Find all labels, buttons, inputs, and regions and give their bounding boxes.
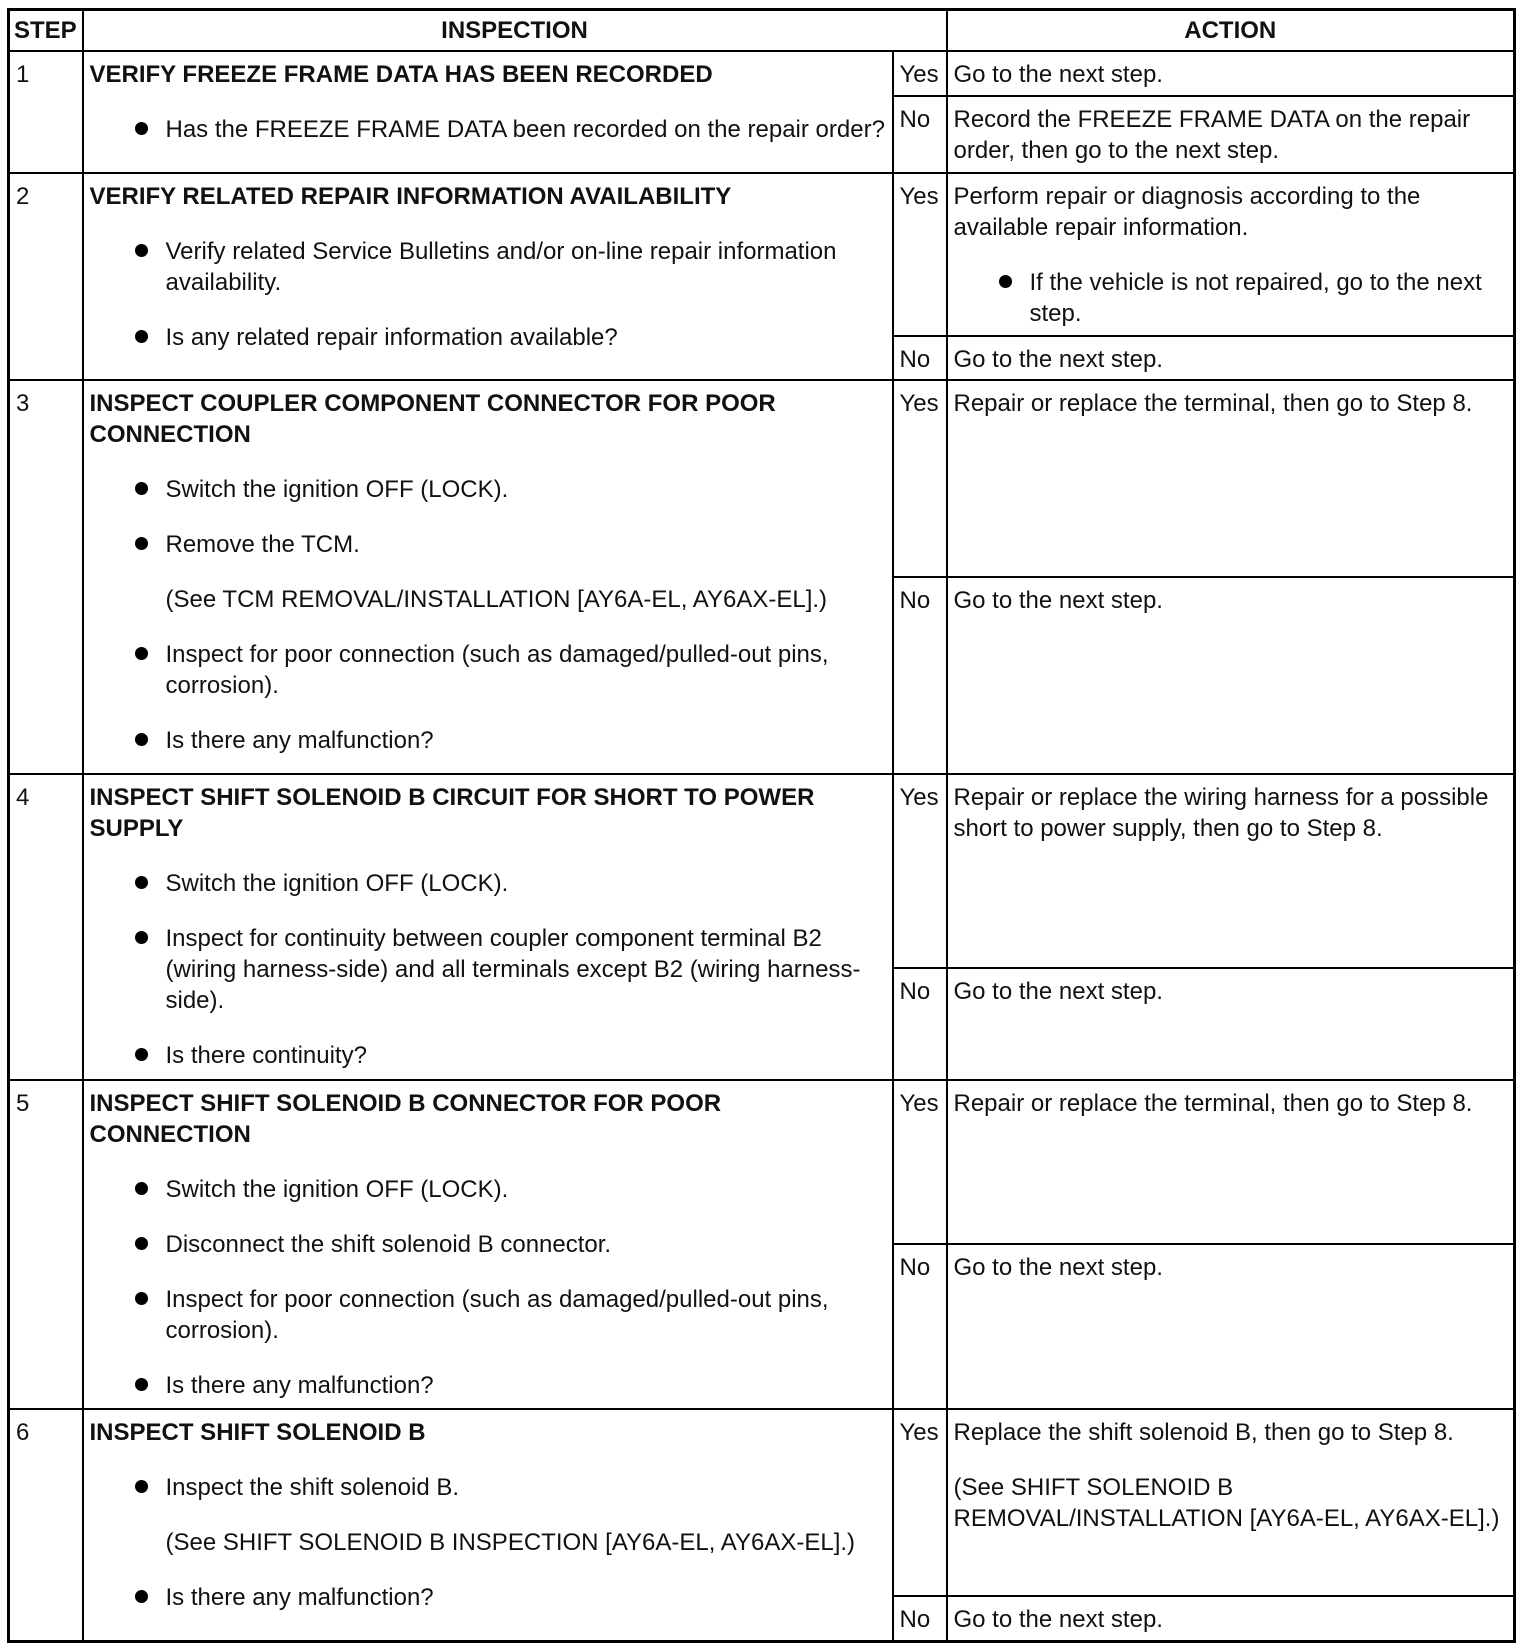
inspection-reference-note: (See TCM REMOVAL/INSTALLATION [AY6A-EL, AY6AX-EL].) [165,586,828,614]
bullet-icon [135,1182,148,1195]
no-action: Record the FREEZE FRAME DATA on the repair order, then go to the next step. [947,96,1515,173]
no-action: Go to the next step. [947,968,1515,1080]
no-action: Go to the next step. [947,577,1515,774]
inspection-bullet: Is there continuity? [90,1040,886,1071]
yes-action: Perform repair or diagnosis according to the available repair information. [953,183,1421,242]
bullet-icon [135,537,148,550]
step-3-row [9,380,1515,577]
inspection-title: VERIFY FREEZE FRAME DATA HAS BEEN RECORDED [89,61,713,88]
bullet-icon [135,733,148,746]
step-number: 2 [9,173,83,380]
step-2-row [9,173,1515,336]
step-header: STEP [9,10,83,52]
diagnostic-procedure-table [7,8,1516,1643]
step-number: 4 [9,774,83,1079]
inspection-cell [83,774,893,1079]
yes-action: Replace the shift solenoid B, then go to Step 8. [953,1419,1454,1447]
inspection-title: VERIFY RELATED REPAIR INFORMATION AVAILABILITY [89,183,732,211]
step-6-row [9,1409,1515,1596]
inspection-bullet: Switch the ignition OFF (LOCK). [90,474,886,505]
yes-label: Yes [893,51,947,96]
bullet-icon [135,1378,148,1391]
yes-label: Yes [893,1409,947,1596]
yes-label: Yes [893,774,947,967]
inspection-cell [83,380,893,774]
no-action: Go to the next step. [947,336,1515,380]
no-label: No [893,1596,947,1642]
bullet-icon [135,1048,148,1061]
bullet-icon [999,275,1012,288]
bullet-icon [135,1237,148,1250]
inspection-header: INSPECTION [83,10,947,52]
yes-action: Repair or replace the wiring harness for a possible short to power supply, then go to Step 8. [947,774,1515,967]
inspection-title: INSPECT SHIFT SOLENOID B CONNECTOR FOR POOR CONNECTION [89,1089,722,1148]
inspection-bullet: Disconnect the shift solenoid B connector. [90,1229,886,1260]
step-number: 3 [9,380,83,774]
yes-label: Yes [893,173,947,336]
step-1-row [9,51,1515,96]
bullet-icon [135,1590,148,1603]
step-number: 5 [9,1080,83,1409]
header-row [9,10,1515,52]
bullet-icon [135,876,148,889]
no-label: No [893,336,947,380]
no-action: Go to the next step. [947,1596,1515,1642]
inspection-bullet: Inspect for poor connection (such as damaged/pulled-out pins, corrosion). [90,639,886,701]
no-label: No [893,1244,947,1409]
step-4-row [9,774,1515,967]
bullet-icon [135,330,148,343]
yes-label: Yes [893,1080,947,1245]
yes-action-cell [947,1409,1515,1596]
yes-action: Repair or replace the terminal, then go to Step 8. [947,380,1515,577]
yes-action-bullet: If the vehicle is not repaired, go to the next step. [954,267,1508,329]
bullet-icon [135,244,148,257]
inspection-bullet: Switch the ignition OFF (LOCK). [90,1174,886,1205]
inspection-bullet: Verify related Service Bulletins and/or on-line repair information availability. [90,236,886,298]
inspection-bullet: Switch the ignition OFF (LOCK). [90,868,886,899]
bullet-icon [135,1480,148,1493]
inspection-bullet: Inspect for continuity between coupler component terminal B2 (wiring harness-side) and all terminals except B2 (wiring harness-side). [90,923,886,1016]
yes-action: Repair or replace the terminal, then go to Step 8. [947,1080,1515,1245]
inspection-bullet: Is there any malfunction? [90,725,886,756]
inspection-reference-note: (See SHIFT SOLENOID B INSPECTION [AY6A-EL, AY6AX-EL].) [165,1529,856,1557]
bullet-icon [135,122,148,135]
step-number: 6 [9,1409,83,1641]
inspection-cell [83,1080,893,1409]
inspection-title: INSPECT SHIFT SOLENOID B [89,1419,426,1447]
inspection-bullet: Remove the TCM. [90,529,886,560]
yes-action-cell [947,173,1515,336]
yes-action-reference-note: (See SHIFT SOLENOID B REMOVAL/INSTALLATION [AY6A-EL, AY6AX-EL].) [953,1474,1500,1533]
yes-label: Yes [893,380,947,577]
yes-action: Go to the next step. [947,51,1515,96]
no-label: No [893,577,947,774]
bullet-icon [135,647,148,660]
inspection-cell [83,173,893,380]
inspection-cell [83,51,893,173]
inspection-bullet: Inspect for poor connection (such as damaged/pulled-out pins, corrosion). [90,1284,886,1346]
bullet-icon [135,1292,148,1305]
step-5-row [9,1080,1515,1245]
inspection-title: INSPECT COUPLER COMPONENT CONNECTOR FOR POOR CONNECTION [89,390,776,449]
bullet-icon [135,482,148,495]
no-action: Go to the next step. [947,1244,1515,1409]
step-number: 1 [9,51,83,173]
inspection-cell [83,1409,893,1641]
inspection-bullet: Is there any malfunction? [90,1582,886,1613]
bullet-icon [135,931,148,944]
no-label: No [893,96,947,173]
action-header: ACTION [947,10,1515,52]
inspection-bullet: Inspect the shift solenoid B. [90,1472,886,1503]
inspection-bullet: Is any related repair information available? [90,322,886,353]
inspection-bullet: Has the FREEZE FRAME DATA been recorded on the repair order? [90,114,886,145]
inspection-bullet: Is there any malfunction? [90,1370,886,1401]
no-label: No [893,968,947,1080]
inspection-title: INSPECT SHIFT SOLENOID B CIRCUIT FOR SHORT TO POWER SUPPLY [89,784,815,843]
